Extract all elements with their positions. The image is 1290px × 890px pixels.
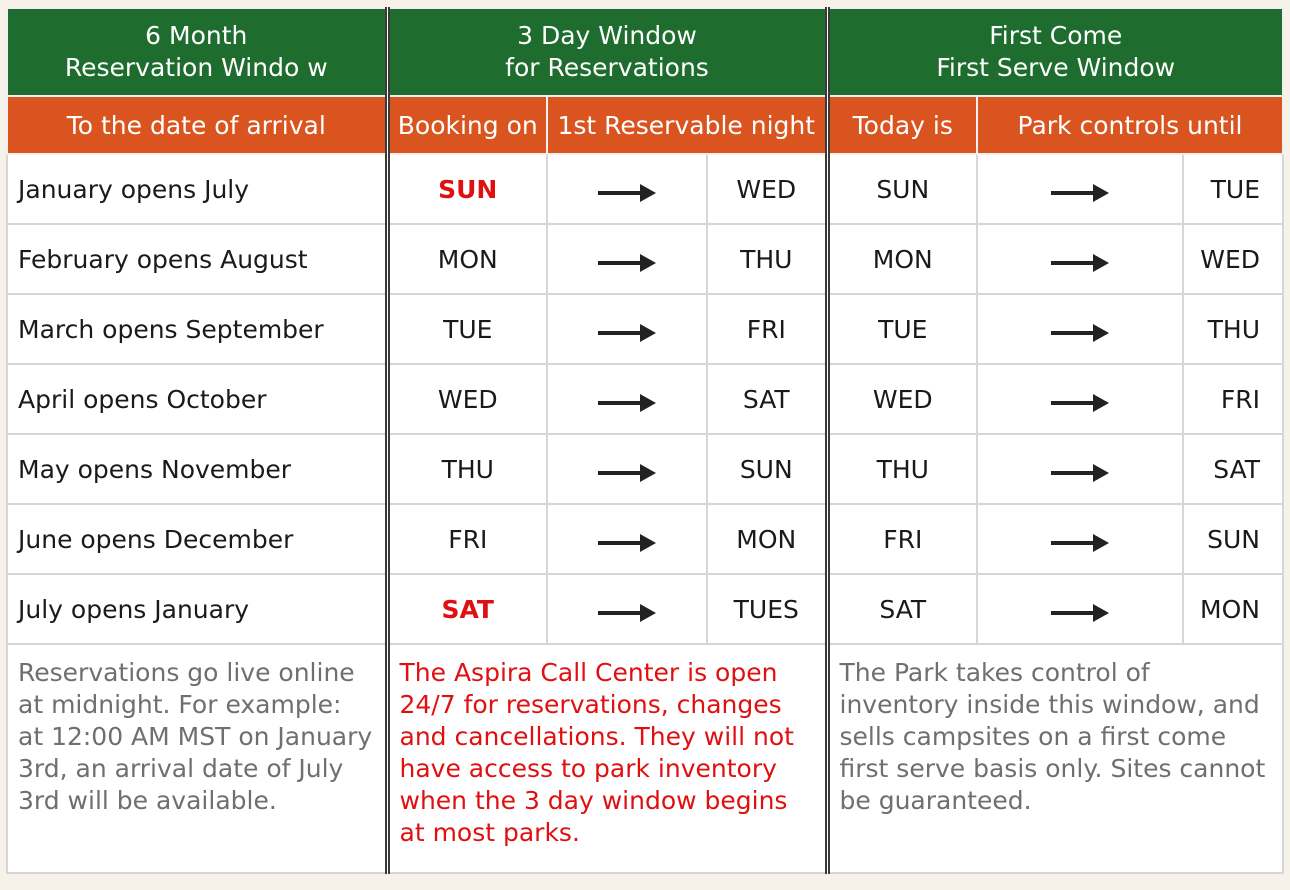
six-month-header-line2: Reservation Windo w: [64, 53, 328, 82]
month-label: February opens August: [7, 224, 387, 294]
right-arrow-icon: [596, 601, 658, 625]
booking-day: WED: [387, 364, 547, 434]
right-arrow-icon: [1049, 251, 1111, 275]
first-night-day: SAT: [707, 364, 827, 434]
today-day: SUN: [827, 154, 977, 224]
today-day: FRI: [827, 504, 977, 574]
control-arrow-cell: [977, 294, 1183, 364]
table-row: [7, 224, 1283, 294]
first-come-header-line2: First Serve Window: [936, 53, 1176, 82]
right-arrow-icon: [1049, 321, 1111, 345]
booking-arrow-cell: [547, 434, 707, 504]
park-controls-subheader: Park controls until: [977, 96, 1283, 154]
month-label: April opens October: [7, 364, 387, 434]
six-month-header: [7, 8, 387, 96]
booking-arrow-cell: [547, 574, 707, 644]
table-row: [7, 434, 1283, 504]
booking-on-subheader: Booking on: [387, 96, 547, 154]
control-until-day: WED: [1183, 224, 1283, 294]
park-control-note: The Park takes control of inventory inside this window, and sells campsites on a first come first serve basis only. Sites cannot be guaranteed.: [827, 644, 1283, 873]
control-until-day: MON: [1183, 574, 1283, 644]
month-label: March opens September: [7, 294, 387, 364]
booking-arrow-cell: [547, 154, 707, 224]
control-arrow-cell: [977, 154, 1183, 224]
call-center-note: The Aspira Call Center is open 24/7 for reservations, changes and cancellations. They will not have access to park inventory when the 3 day window begins at most parks.: [387, 644, 827, 873]
right-arrow-icon: [596, 531, 658, 555]
first-come-header: [827, 8, 1283, 96]
month-label: January opens July: [7, 154, 387, 224]
today-day: MON: [827, 224, 977, 294]
right-arrow-icon: [596, 251, 658, 275]
booking-arrow-cell: [547, 364, 707, 434]
control-arrow-cell: [977, 224, 1183, 294]
six-month-header-line1: 6 Month: [145, 21, 248, 50]
table-row: [7, 294, 1283, 364]
today-day: WED: [827, 364, 977, 434]
control-until-day: SUN: [1183, 504, 1283, 574]
first-night-day: FRI: [707, 294, 827, 364]
table-row: [7, 154, 1283, 224]
control-until-day: THU: [1183, 294, 1283, 364]
booking-day: THU: [387, 434, 547, 504]
right-arrow-icon: [1049, 181, 1111, 205]
control-until-day: SAT: [1183, 434, 1283, 504]
right-arrow-icon: [596, 181, 658, 205]
month-label: July opens January: [7, 574, 387, 644]
booking-day: FRI: [387, 504, 547, 574]
today-day: SAT: [827, 574, 977, 644]
control-arrow-cell: [977, 364, 1183, 434]
first-night-day: TUES: [707, 574, 827, 644]
first-night-subheader: 1st Reservable night: [547, 96, 827, 154]
first-night-day: MON: [707, 504, 827, 574]
control-arrow-cell: [977, 504, 1183, 574]
first-come-header-line1: First Come: [989, 21, 1123, 50]
today-is-subheader: Today is: [827, 96, 977, 154]
booking-arrow-cell: [547, 504, 707, 574]
control-until-day: TUE: [1183, 154, 1283, 224]
booking-day: TUE: [387, 294, 547, 364]
control-until-day: FRI: [1183, 364, 1283, 434]
first-night-day: SUN: [707, 434, 827, 504]
month-label: June opens December: [7, 504, 387, 574]
three-day-header: [387, 8, 827, 96]
month-label: May opens November: [7, 434, 387, 504]
today-day: THU: [827, 434, 977, 504]
booking-arrow-cell: [547, 224, 707, 294]
right-arrow-icon: [596, 321, 658, 345]
notes-row: [7, 644, 1283, 873]
booking-day: SUN: [387, 154, 547, 224]
table-row: [7, 364, 1283, 434]
control-arrow-cell: [977, 574, 1183, 644]
right-arrow-icon: [596, 391, 658, 415]
right-arrow-icon: [596, 461, 658, 485]
table-row: [7, 574, 1283, 644]
first-night-day: WED: [707, 154, 827, 224]
three-day-header-line2: for Reservations: [505, 53, 709, 82]
booking-day: MON: [387, 224, 547, 294]
right-arrow-icon: [1049, 391, 1111, 415]
reservations-note: Reservations go live online at midnight. For example: at 12:00 AM MST on January 3rd, an arrival date of July 3rd will be available.: [7, 644, 387, 873]
right-arrow-icon: [1049, 461, 1111, 485]
first-night-day: THU: [707, 224, 827, 294]
booking-arrow-cell: [547, 294, 707, 364]
booking-day: SAT: [387, 574, 547, 644]
arrival-subheader: To the date of arrival: [7, 96, 387, 154]
reservation-window-table: [6, 7, 1284, 874]
right-arrow-icon: [1049, 531, 1111, 555]
today-day: TUE: [827, 294, 977, 364]
table-row: [7, 504, 1283, 574]
right-arrow-icon: [1049, 601, 1111, 625]
three-day-header-line1: 3 Day Window: [517, 21, 697, 50]
control-arrow-cell: [977, 434, 1183, 504]
